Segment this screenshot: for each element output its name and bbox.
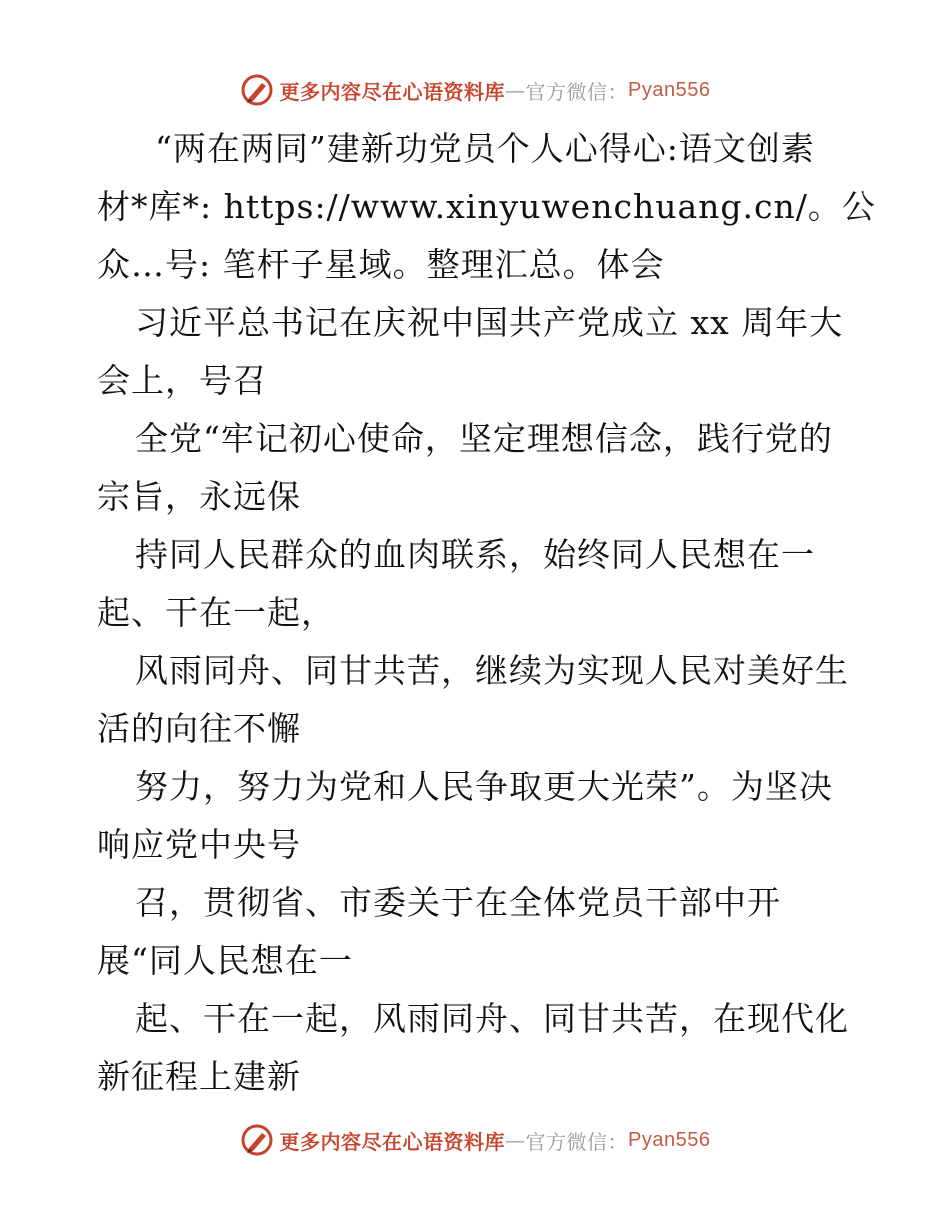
header-banner-wechat-id: Pyan556	[628, 78, 711, 101]
header-banner-main: 更多内容尽在心语资料库	[279, 79, 506, 104]
header-banner	[0, 70, 950, 110]
pen-logo-icon	[240, 1123, 274, 1157]
document-body	[97, 120, 876, 1106]
doc-line: “两在两同”建新功党员个人心得心:语文创素	[155, 129, 815, 168]
doc-line: 召，贯彻省、市委关于在全体党员干部中开	[135, 883, 781, 922]
doc-line: 新征程上建新	[97, 1057, 301, 1096]
footer-banner-main: 更多内容尽在心语资料库	[279, 1129, 506, 1154]
footer-banner-wechat-id: Pyan556	[628, 1128, 711, 1151]
doc-line: 风雨同舟、同甘共苦，继续为实现人民对美好生	[135, 651, 849, 690]
doc-line: 起、干在一起，	[97, 593, 335, 632]
doc-line: 材*库*: https://www.xinyuwenchuang.cn/。公	[97, 187, 876, 226]
doc-line: 宗旨，永远保	[97, 477, 301, 516]
doc-line: 展“同人民想在一	[97, 941, 353, 980]
doc-line: 众…号: 笔杆子星域。整理汇总。体会	[97, 245, 665, 284]
doc-line: 习近平总书记在庆祝中国共产党成立 xx 周年大	[135, 303, 844, 342]
footer-banner-dash: —	[505, 1128, 526, 1152]
doc-line: 努力，努力为党和人民争取更大光荣”。为坚决	[135, 767, 833, 806]
doc-line: 全党“牢记初心使命，坚定理想信念，践行党的	[135, 419, 833, 458]
doc-line: 活的向往不懈	[97, 709, 301, 748]
doc-line: 持同人民群众的血肉联系，始终同人民想在一	[135, 535, 815, 574]
doc-line: 会上，号召	[97, 361, 267, 400]
pen-logo-icon	[240, 73, 274, 107]
header-banner-label: 官方微信：	[525, 79, 629, 104]
footer-banner-label: 官方微信：	[525, 1129, 629, 1154]
header-banner-dash: —	[505, 78, 526, 102]
header-banner-text	[280, 76, 711, 105]
doc-line: 响应党中央号	[97, 825, 301, 864]
footer-banner	[0, 1120, 950, 1160]
doc-line: 起、干在一起，风雨同舟、同甘共苦，在现代化	[135, 999, 849, 1038]
footer-banner-text	[280, 1126, 711, 1155]
